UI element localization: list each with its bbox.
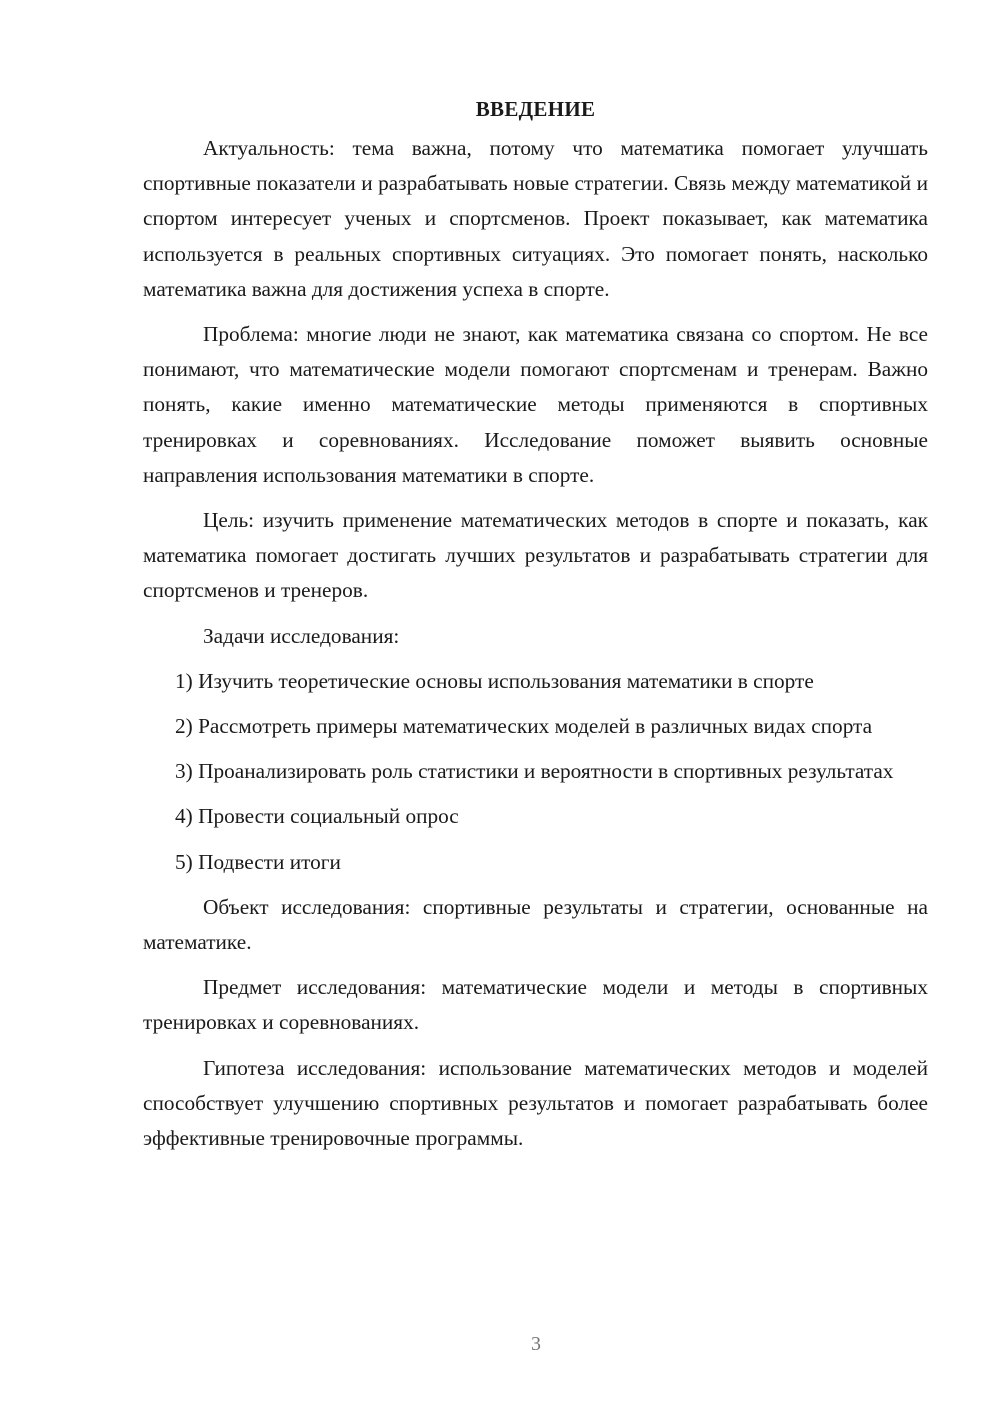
task-item: 5) Подвести итоги — [175, 849, 341, 874]
relevance-paragraph: Актуальность: тема важна, потому что математика помогает улучшать спортивные показатели и разрабатывать новые стратегии. Связь между математикой и спортом интересует ученых и спортсменов. Проект показывает, как математика используется в реальных спортивных ситуациях. Это помогает понять, насколько математика важна для достижения успеха в спорте. — [143, 136, 928, 301]
subject-paragraph: Предмет исследования: математические модели и методы в спортивных тренировках и соревнованиях. — [143, 975, 928, 1035]
object-paragraph: Объект исследования: спортивные результаты и стратегии, основанные на математике. — [143, 894, 928, 955]
problem-paragraph: Проблема: многие люди не знают, как математика связана со спортом. Не все понимают, что математические модели помогают спортсменам и тренерам. Важно понять, какие именно математические методы применяются в спортивных тренировках и соревнованиях. Исследование поможет выявить основные направления использования математики в спорте. — [143, 322, 928, 487]
task-item: 2) Рассмотреть примеры математических моделей в различных видах спорта — [175, 714, 873, 739]
section-title: ВВЕДЕНИЕ — [475, 97, 596, 121]
tasks-heading: Задачи исследования: — [203, 623, 400, 648]
hypothesis-paragraph: Гипотеза исследования: использование математических методов и моделей способствует улучшению спортивных результатов и помогает разрабатывать более эффективные тренировочные программы. — [143, 1055, 928, 1151]
task-item: 1) Изучить теоретические основы использования математики в спорте — [175, 668, 814, 693]
page-number: 3 — [531, 1333, 541, 1355]
goal-paragraph: Цель: изучить применение математических методов в спорте и показать, как математика помогает достигать лучших результатов и разрабатывать стратегии для спортсменов и тренеров. — [143, 508, 928, 603]
task-item: 4) Провести социальный опрос — [175, 804, 459, 829]
task-item: 3) Проанализировать роль статистики и вероятности в спортивных результатах — [175, 759, 894, 784]
document-page — [143, 92, 928, 1156]
